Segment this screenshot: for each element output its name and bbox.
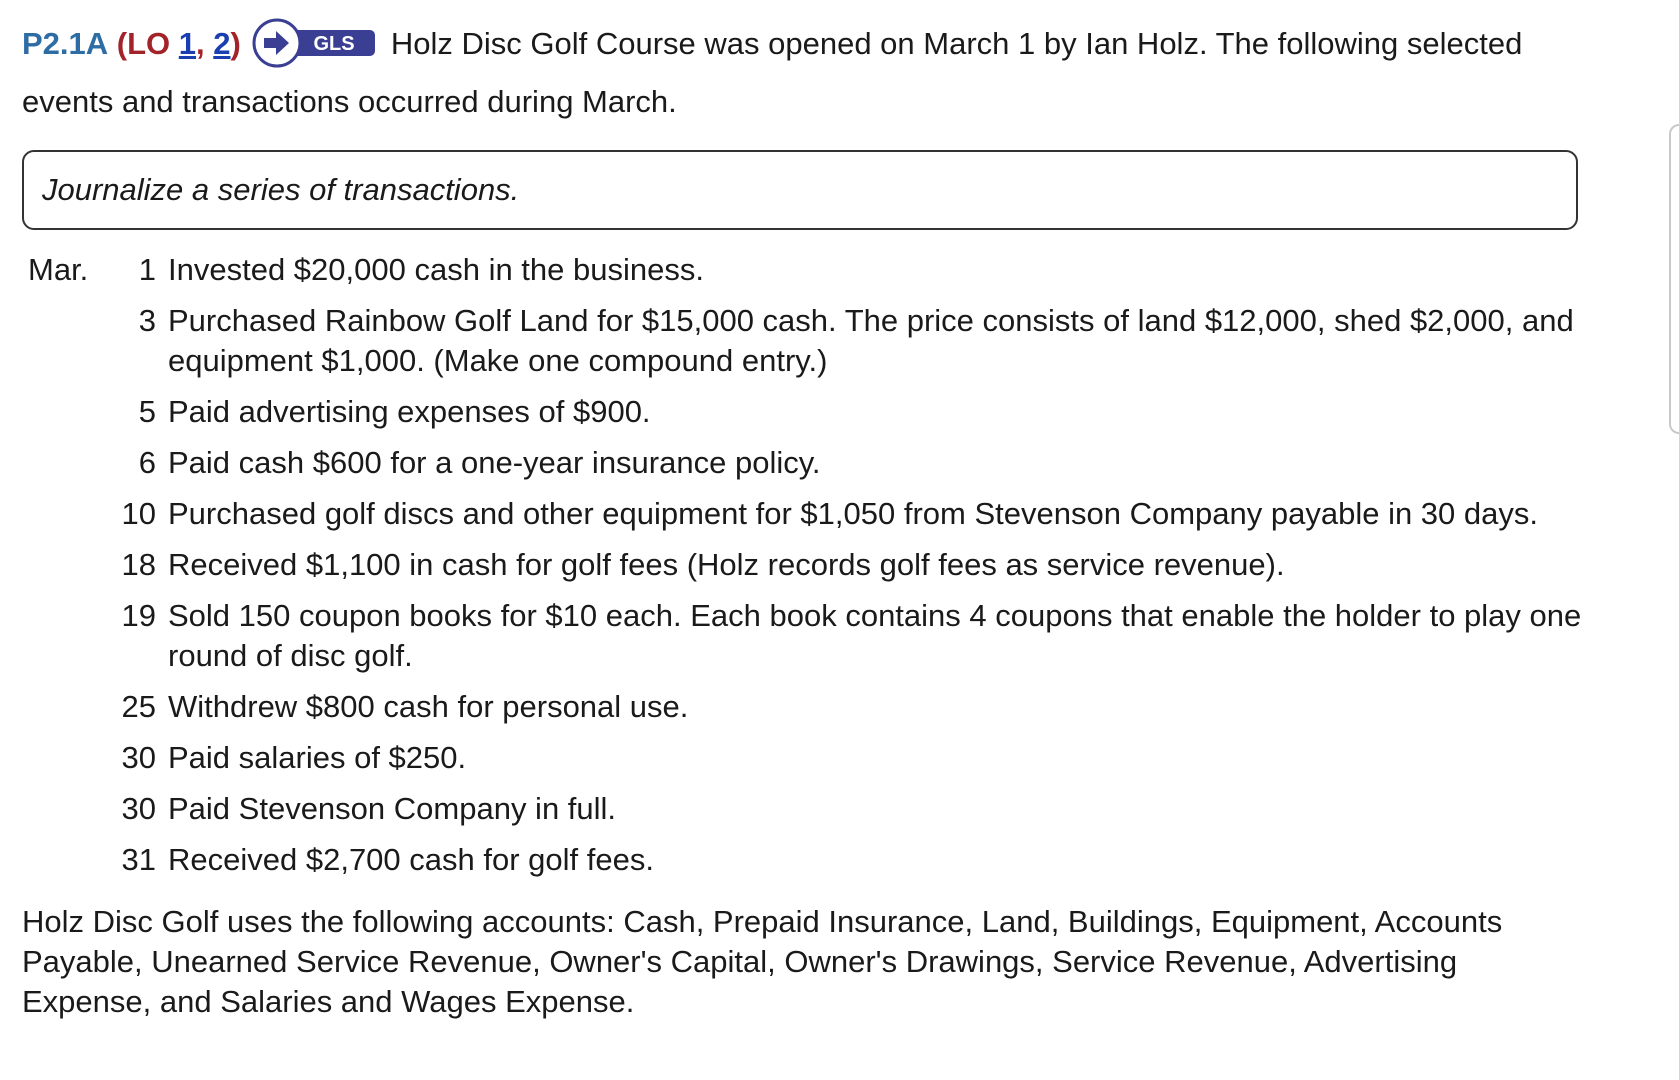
transaction-text: Invested $20,000 cash in the business. (168, 251, 704, 287)
transaction-day: 3 (138, 302, 156, 338)
transaction-day: 6 (138, 444, 156, 480)
transaction-day: 10 (121, 495, 156, 531)
transaction-row (22, 250, 1622, 290)
transaction-row (22, 789, 1622, 829)
transaction-day: 25 (121, 688, 156, 724)
arrow-right-circle-icon (251, 17, 379, 69)
transaction-list (22, 250, 1622, 880)
lo-prefix: (LO (116, 26, 179, 61)
learning-objectives (117, 26, 241, 61)
intro-text: Holz Disc Golf Course was opened on March 1 by Ian Holz. The following selected (390, 26, 1523, 61)
problem-header (22, 18, 1622, 72)
transaction-text: Sold 150 coupon books for $10 each. Each book contains 4 coupons that enable the holder to play one round of disc golf. (168, 597, 1582, 673)
objective-box (22, 150, 1578, 230)
transaction-day: 1 (138, 251, 156, 287)
lo-separator: , (196, 26, 214, 61)
lo-link-2[interactable]: 2 (213, 26, 231, 61)
transaction-day: 30 (121, 739, 156, 775)
transaction-row (22, 738, 1622, 778)
transaction-text: Paid salaries of $250. (168, 739, 467, 775)
gls-badge-label: GLS (313, 32, 355, 55)
problem-page (22, 18, 1622, 1022)
transaction-row (22, 301, 1622, 381)
intro-text-continued: events and transactions occurred during March. (22, 83, 677, 119)
lo-link-1[interactable]: 1 (178, 26, 197, 61)
scrollbar[interactable] (1669, 124, 1679, 434)
lo-suffix: ) (230, 26, 241, 61)
objective-text: Journalize a series of transactions. (42, 171, 520, 207)
transaction-row (22, 392, 1622, 432)
accounts-note: Holz Disc Golf uses the following accounts: Cash, Prepaid Insurance, Land, Buildings, Equipment, Accounts Payable, Unearned Service Revenue, Owner's Capital, Owner's Drawings, Service Revenue, Advertising Expense, and Salaries and Wages Expense. (22, 903, 1503, 1019)
transaction-text: Received $1,100 in cash for golf fees (Holz records golf fees as service revenue). (168, 546, 1285, 582)
transaction-day: 19 (121, 597, 156, 633)
transaction-text: Paid cash $600 for a one-year insurance policy. (168, 444, 821, 480)
transaction-text: Received $2,700 cash for golf fees. (168, 841, 654, 877)
transaction-day: 5 (138, 393, 156, 429)
transaction-month: Mar. (28, 251, 89, 287)
transaction-row (22, 443, 1622, 483)
transaction-text: Withdrew $800 cash for personal use. (168, 688, 689, 724)
transaction-row (22, 596, 1622, 676)
transaction-text: Purchased golf discs and other equipment for $1,050 from Stevenson Company payable in 30 days. (168, 495, 1538, 531)
transaction-text: Purchased Rainbow Golf Land for $15,000 cash. The price consists of land $12,000, shed $2,000, and equipment $1,000. (Make one compound entry.) (168, 302, 1574, 378)
transaction-row (22, 687, 1622, 727)
transaction-text: Paid advertising expenses of $900. (168, 393, 651, 429)
gls-badge[interactable] (251, 17, 379, 69)
transaction-row (22, 545, 1622, 585)
transaction-row (22, 840, 1622, 880)
transaction-day: 18 (121, 546, 156, 582)
transaction-row (22, 494, 1622, 534)
transaction-text: Paid Stevenson Company in full. (168, 790, 617, 826)
transaction-day: 31 (121, 841, 156, 877)
problem-id: P2.1A (22, 26, 109, 61)
transaction-day: 30 (121, 790, 156, 826)
